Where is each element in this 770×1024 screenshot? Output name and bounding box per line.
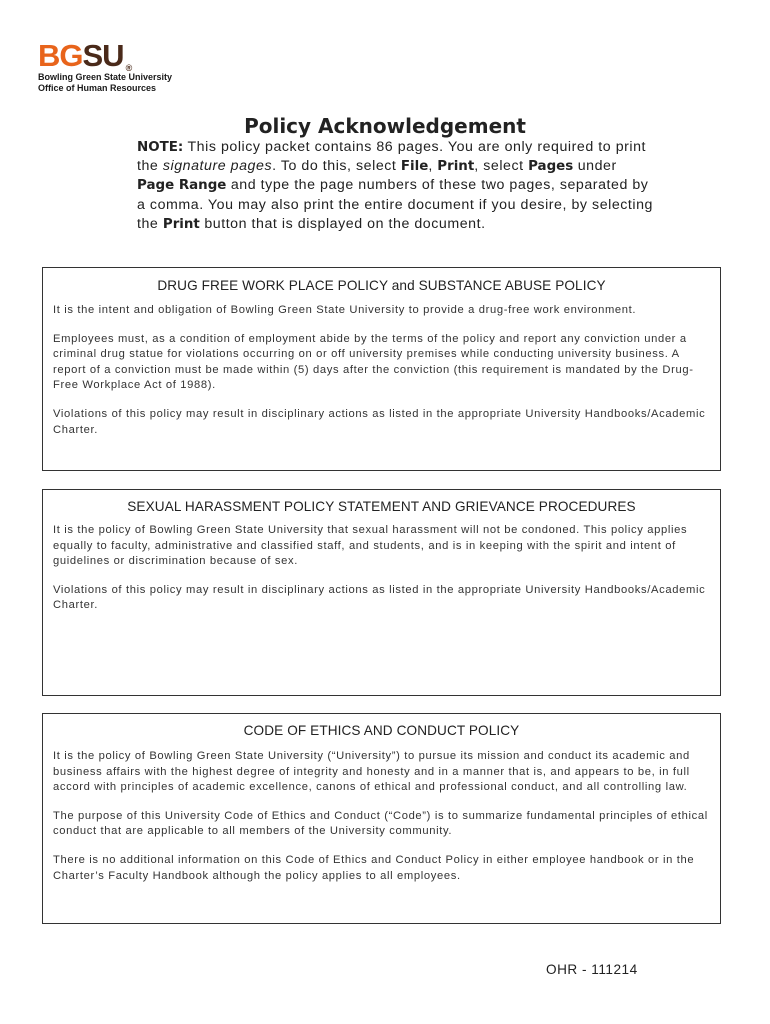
- note-text-2: pages. You are only required to print the: [137, 139, 647, 175]
- registered-mark: ®: [125, 63, 133, 73]
- note-comma: ,: [428, 158, 438, 175]
- note-text-7: button that is displayed on the document.: [199, 215, 486, 232]
- bgsu-logo: [38, 40, 238, 94]
- university-name: Bowling Green State University: [38, 72, 173, 82]
- logo-su-letters: SU: [82, 38, 124, 73]
- note-file-menu: File: [400, 159, 429, 175]
- print-instructions-note: [137, 138, 657, 234]
- form-code: OHR - 111214: [546, 962, 638, 977]
- note-pages-count: 86: [376, 139, 394, 155]
- policy-paragraph: It is the policy of Bowling Green State University that sexual harassment will not be condoned. This policy applies equally to faculty, administrative and classified staff, and students, and is in keeping with the spirit and intent of guidelines or discrimination because of sex.: [53, 524, 688, 568]
- policy-paragraph: It is the policy of Bowling Green State University (“University”) to pursue its mission and conduct its academic and business affairs with the highest degree of integrity and honesty and in a manner that is, and appears to be, in full accord with principles of academic excellence, canons of ethical and professional conduct, and all controlling law.: [53, 750, 690, 794]
- note-text-5: under: [573, 158, 617, 175]
- logo-bg-letters: BG: [38, 38, 83, 73]
- note-text-6: and type the page numbers of these two pages, separated by a comma. You may also print the entire document if you desire, by selecting the: [137, 177, 653, 232]
- policy-paragraph: The purpose of this University Code of Ethics and Conduct (“Code”) is to summarize fundamental principles of ethical conduct that are applicable to all members of the University community.: [53, 809, 708, 838]
- note-signature-pages: signature pages: [162, 158, 273, 175]
- note-pages-option: Pages: [528, 159, 574, 175]
- code-of-ethics-heading: CODE OF ETHICS AND CONDUCT POLICY: [243, 723, 520, 738]
- drug-free-policy-section: [42, 267, 721, 471]
- note-print-button: Print: [162, 216, 200, 232]
- policy-paragraph: It is the intent and obligation of Bowling Green State University to provide a drug-free work environment.: [53, 304, 637, 316]
- code-of-ethics-section: [42, 713, 721, 924]
- logo-wordmark: [38, 40, 238, 72]
- note-text-4: , select: [474, 158, 529, 175]
- policy-paragraph: Employees must, as a condition of employment abide by the terms of the policy and report any conviction under a criminal drug statue for violations occurring on or off university premises while conducting university business. A report of a conviction must be made within (5) days after the conviction (this requirement is mandated by the Drug-Free Workplace Act of 1988).: [53, 332, 694, 392]
- page-title: Policy Acknowledgement: [244, 114, 526, 138]
- note-page-range: Page Range: [137, 178, 227, 194]
- office-name: Office of Human Resources: [38, 83, 157, 93]
- note-text-1: This policy packet contains: [183, 139, 377, 155]
- sexual-harassment-policy-heading: SEXUAL HARASSMENT POLICY STATEMENT AND GRIEVANCE PROCEDURES: [127, 499, 636, 514]
- policy-paragraph: Violations of this policy may result in disciplinary actions as listed in the appropriate University Handbooks/Academic Charter.: [53, 407, 706, 436]
- policy-paragraph: Violations of this policy may result in disciplinary actions as listed in the appropriate University Handbooks/Academic Charter.: [53, 583, 706, 612]
- note-text-3: . To do this, select: [272, 158, 401, 175]
- policy-paragraph: There is no additional information on this Code of Ethics and Conduct Policy in either employee handbook or in the Charter’s Faculty Handbook although the policy applies to all employees.: [53, 853, 695, 882]
- note-print-menu: Print: [437, 159, 475, 175]
- sexual-harassment-policy-section: [42, 489, 721, 696]
- drug-free-policy-heading: DRUG FREE WORK PLACE POLICY and SUBSTANCE ABUSE POLICY: [157, 278, 606, 293]
- note-label: NOTE:: [137, 140, 184, 155]
